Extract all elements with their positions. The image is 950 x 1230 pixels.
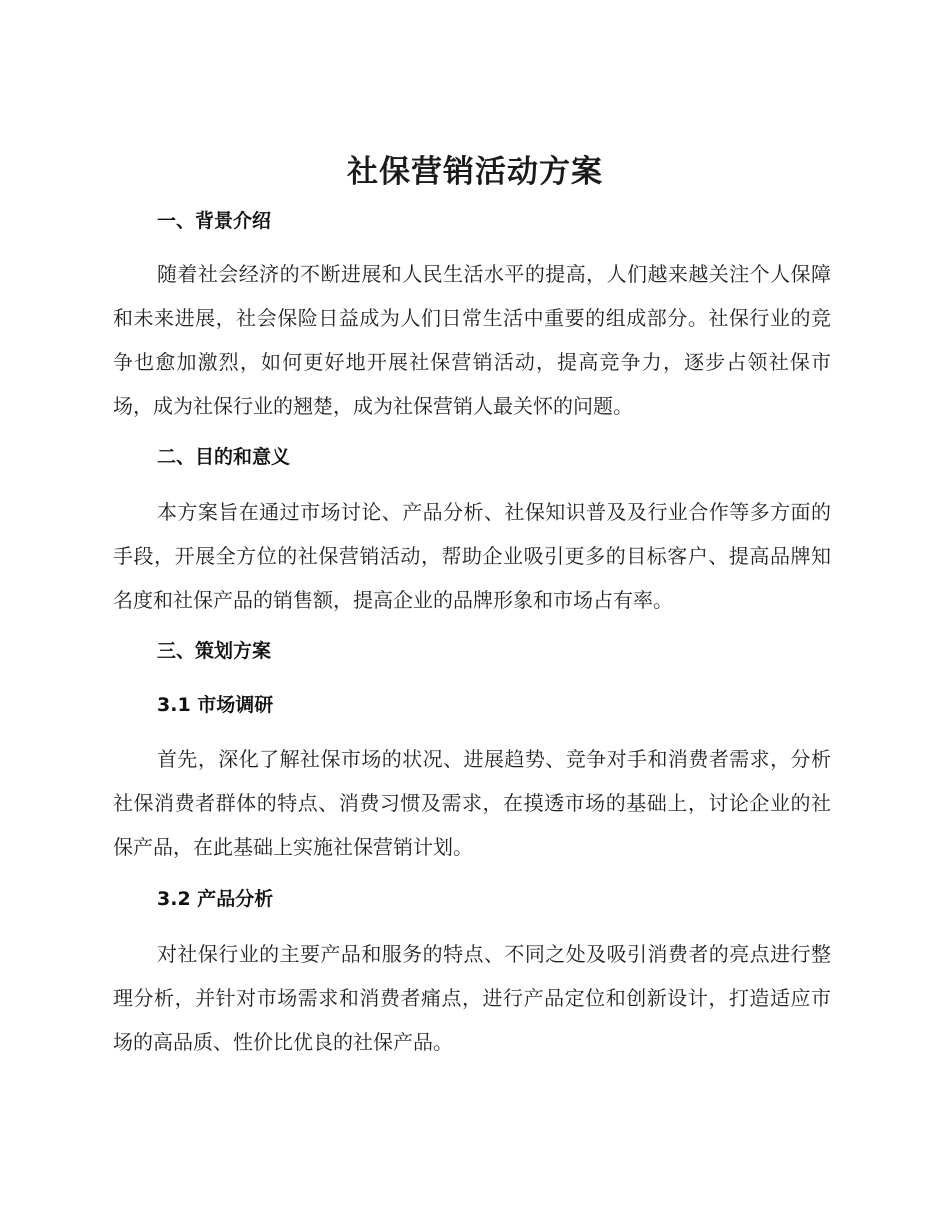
subsection-heading-product-analysis: 3.2 产品分析	[157, 888, 274, 910]
section-heading-background: 一、背景介绍	[157, 210, 272, 232]
section-heading-purpose: 二、目的和意义	[157, 446, 291, 468]
subsection-paragraph-product-analysis: 对社保行业的主要产品和服务的特点、不同之处及吸引消费者的亮点进行整理分析，并针对市场需求和消费者痛点，进行产品定位和创新设计，打造适应市场的高品质、性价比优良的社保产品。	[113, 942, 831, 1054]
document-title: 社保营销活动方案	[347, 154, 603, 190]
section-paragraph-purpose: 本方案旨在通过市场讨论、产品分析、社保知识普及及行业合作等多方面的手段，开展全方位的社保营销活动，帮助企业吸引更多的目标客户、提高品牌知名度和社保产品的销售额，提高企业的品牌形象和市场占有率。	[113, 500, 831, 612]
section-heading-plan: 三、策划方案	[157, 640, 272, 662]
subsection-paragraph-market-research: 首先，深化了解社保市场的状况、进展趋势、竞争对手和消费者需求，分析社保消费者群体的特点、消费习惯及需求，在摸透市场的基础上，讨论企业的社保产品，在此基础上实施社保营销计划。	[113, 747, 831, 859]
subsection-heading-market-research: 3.1 市场调研	[157, 694, 274, 716]
section-paragraph-background: 随着社会经济的不断进展和人民生活水平的提高，人们越来越关注个人保障和未来进展，社会保险日益成为人们日常生活中重要的组成部分。社保行业的竞争也愈加激烈，如何更好地开展社保营销活动，提高竞争力，逐步占领社保市场，成为社保行业的翘楚，成为社保营销人最关怀的问题。	[113, 262, 831, 418]
